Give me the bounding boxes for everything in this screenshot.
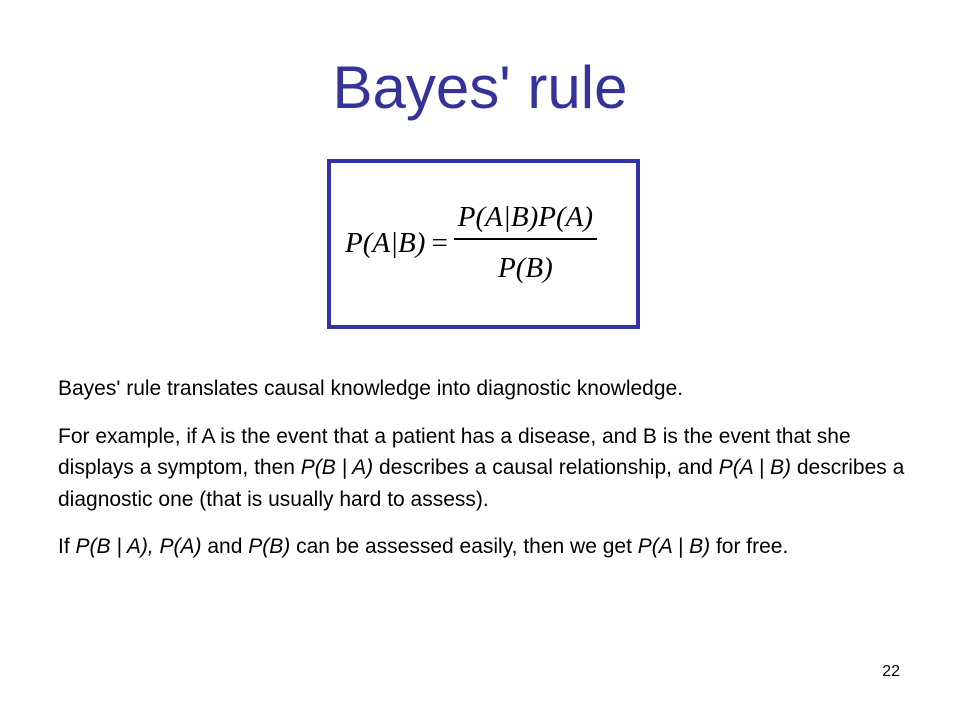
paragraph-2 xyxy=(58,421,918,516)
p2-expr-a-given-b: P(A | B) xyxy=(718,456,792,479)
p3-expr-pba-pa: P(B | A), P(A) xyxy=(75,535,202,558)
p3-expr-pb: P(B) xyxy=(248,535,291,558)
p3-expr-pab: P(A | B) xyxy=(637,535,711,558)
bayes-formula xyxy=(345,201,597,285)
formula-equals: = xyxy=(431,226,448,259)
paragraph-3 xyxy=(58,531,918,563)
p3-text-e: can be assessed easily, then we get xyxy=(290,535,638,558)
p3-text-a: If xyxy=(58,535,76,558)
p2-expr-b-given-a: P(B | A) xyxy=(300,456,374,479)
formula-numerator: P(A|B)P(A) xyxy=(457,201,593,233)
slide-body xyxy=(58,373,918,563)
p2-text-c: describes a causal relationship, and xyxy=(373,456,719,479)
paragraph-1: Bayes' rule translates causal knowledge into diagnostic knowledge. xyxy=(58,377,684,400)
p3-text-c: and xyxy=(201,535,249,558)
formula-lhs: P(A|B) xyxy=(345,226,426,259)
page-number: 22 xyxy=(882,663,900,680)
slide-title: Bayes' rule xyxy=(332,54,628,121)
formula-fraction xyxy=(454,201,597,285)
p3-text-g: for free. xyxy=(710,535,789,558)
formula-box xyxy=(327,159,640,329)
formula-denominator: P(B) xyxy=(498,252,553,284)
p2-text-e: describes a diagnostic one (that is usually hard to assess). xyxy=(58,456,905,511)
p2-text-a: For example, if A is the event that a patient has a disease, and B is the event that she displays a symptom, then xyxy=(58,424,851,479)
